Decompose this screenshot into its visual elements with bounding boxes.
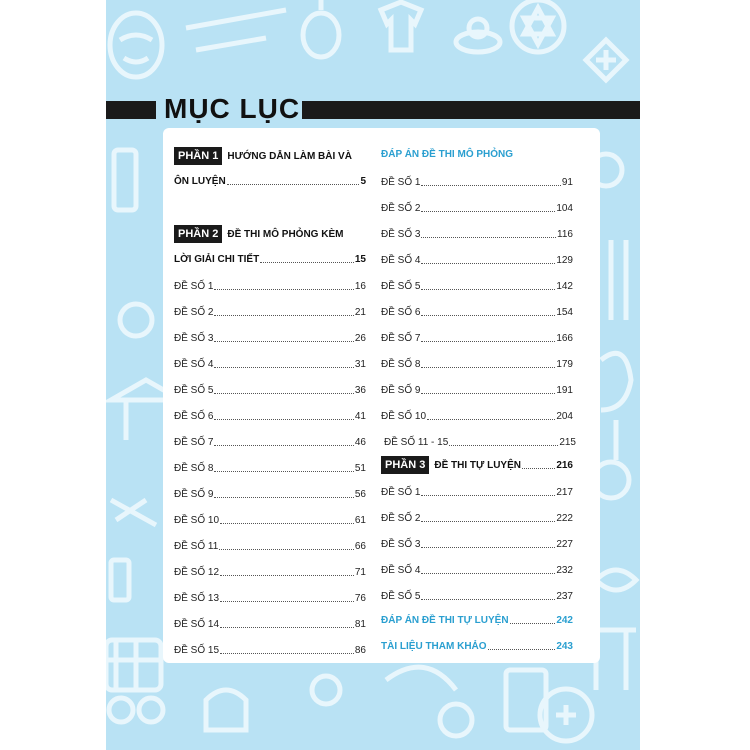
self-answers-entry[interactable] <box>381 611 573 627</box>
toc-entry-page: 31 <box>354 359 366 370</box>
leader-dots <box>214 314 353 316</box>
toc-entry[interactable] <box>381 173 573 189</box>
toc-entry[interactable] <box>174 277 366 293</box>
toc-entry-page: 41 <box>354 411 366 422</box>
toc-entry-label: ĐỀ SỐ 10 <box>174 515 220 526</box>
toc-entry[interactable] <box>381 509 573 525</box>
references-entry[interactable] <box>381 637 573 653</box>
toc-entry[interactable] <box>174 355 366 371</box>
toc-entry-label: ĐỀ SỐ 4 <box>381 565 421 576</box>
leader-dots <box>421 494 555 496</box>
self-answers-label: ĐÁP ÁN ĐỀ THI TỰ LUYỆN <box>381 615 509 626</box>
toc-entry-label: ĐỀ SỐ 7 <box>174 437 214 448</box>
leader-dots <box>421 340 555 342</box>
toc-entry-label: ĐỀ SỐ 11 <box>174 541 219 552</box>
toc-entry-label: ĐỀ SỐ 3 <box>381 539 421 550</box>
leader-dots <box>421 288 555 290</box>
page-title: MỤC LỤC <box>164 93 301 124</box>
toc-entry[interactable] <box>174 459 366 475</box>
toc-entry-label: ĐỀ SỐ 1 <box>381 177 421 188</box>
toc-entry[interactable] <box>381 329 573 345</box>
toc-entry-page: 51 <box>354 463 366 474</box>
leader-dots <box>227 183 360 185</box>
toc-entry-page: 179 <box>556 359 573 370</box>
title-bar-left-strip <box>106 101 156 119</box>
answers-heading-label: ĐÁP ÁN ĐỀ THI MÔ PHỎNG <box>381 149 514 160</box>
toc-entry-page: 81 <box>354 619 366 630</box>
leader-dots <box>449 444 558 446</box>
toc-entry[interactable] <box>381 199 573 215</box>
leader-dots <box>214 470 353 472</box>
leader-dots <box>510 622 556 624</box>
leader-dots <box>488 648 556 650</box>
toc-entry-label: ĐỀ SỐ 15 <box>174 645 220 656</box>
toc-entry[interactable] <box>381 355 573 371</box>
leader-dots <box>421 210 555 212</box>
toc-entry[interactable] <box>381 433 576 449</box>
toc-entry[interactable] <box>381 277 573 293</box>
toc-entry[interactable] <box>381 381 573 397</box>
answers-heading[interactable] <box>381 145 573 161</box>
toc-entry-page: 154 <box>556 307 573 318</box>
part3-badge: PHẦN 3 <box>381 456 429 474</box>
title-bar <box>106 93 640 124</box>
toc-entry-label: ĐỀ SỐ 2 <box>381 513 421 524</box>
references-label: TÀI LIỆU THAM KHẢO <box>381 641 487 652</box>
toc-entry[interactable] <box>174 589 366 605</box>
toc-entry-label: ĐỀ SỐ 5 <box>381 281 421 292</box>
part2-badge: PHẦN 2 <box>174 225 222 243</box>
toc-entry-page: 166 <box>556 333 573 344</box>
toc-entry-label: ĐỀ SỐ 8 <box>174 463 214 474</box>
toc-entry-page: 104 <box>556 203 573 214</box>
toc-entry[interactable] <box>174 381 366 397</box>
toc-entry-page: 204 <box>556 411 573 422</box>
leader-dots <box>214 392 353 394</box>
part1-title: HƯỚNG DẪN LÀM BÀI VÀ <box>227 150 352 162</box>
toc-entry-label: ĐỀ SỐ 7 <box>381 333 421 344</box>
toc-entry[interactable] <box>174 563 366 579</box>
leader-dots <box>427 418 555 420</box>
toc-entry[interactable] <box>381 535 573 551</box>
leader-dots <box>220 600 354 602</box>
toc-entry-page: 86 <box>354 645 366 656</box>
toc-entry-label: ĐỀ SỐ 4 <box>381 255 421 266</box>
toc-entry-page: 129 <box>556 255 573 266</box>
toc-entry[interactable] <box>174 537 366 553</box>
toc-entry-page: 237 <box>556 591 573 602</box>
toc-entry-label: ĐỀ SỐ 2 <box>381 203 421 214</box>
toc-entry-page: 46 <box>354 437 366 448</box>
leader-dots <box>421 366 555 368</box>
part3-heading[interactable] <box>381 456 573 474</box>
toc-entry[interactable] <box>381 303 573 319</box>
toc-entry-page: 142 <box>556 281 573 292</box>
part2-line2[interactable] <box>174 250 366 266</box>
toc-entry-page: 227 <box>556 539 573 550</box>
leader-dots <box>421 184 560 186</box>
toc-entry-page: 71 <box>354 567 366 578</box>
toc-entry[interactable] <box>381 251 573 267</box>
leader-dots <box>214 496 353 498</box>
leader-dots <box>220 652 354 654</box>
part1-heading[interactable] <box>174 147 352 165</box>
leader-dots <box>220 522 354 524</box>
toc-entry-label: ĐỀ SỐ 5 <box>174 385 214 396</box>
toc-entry[interactable] <box>174 485 366 501</box>
title-bar-right-strip <box>302 101 640 119</box>
leader-dots <box>214 340 353 342</box>
leader-dots <box>421 392 555 394</box>
leader-dots <box>260 261 354 263</box>
toc-entry[interactable] <box>174 511 366 527</box>
toc-entry-label: ĐỀ SỐ 3 <box>381 229 421 240</box>
toc-entry[interactable] <box>381 587 573 603</box>
part2-page: 15 <box>354 254 366 265</box>
part3-title: ĐỀ THI TỰ LUYỆN <box>434 459 521 471</box>
toc-entry-label: ĐỀ SỐ 10 <box>381 411 427 422</box>
leader-dots <box>421 314 555 316</box>
leader-dots <box>421 236 556 238</box>
toc-entry[interactable] <box>381 561 573 577</box>
part1-line2[interactable] <box>174 172 366 188</box>
toc-entry-page: 232 <box>556 565 573 576</box>
toc-entry-page: 36 <box>354 385 366 396</box>
toc-entry[interactable] <box>174 303 366 319</box>
leader-dots <box>421 262 555 264</box>
toc-entry-label: ĐỀ SỐ 3 <box>174 333 214 344</box>
toc-entry-label: ĐỀ SỐ 6 <box>174 411 214 422</box>
toc-entry-page: 76 <box>354 593 366 604</box>
toc-entry-page: 191 <box>556 385 573 396</box>
references-page: 243 <box>556 641 573 652</box>
toc-entry-label: ĐỀ SỐ 6 <box>381 307 421 318</box>
toc-entry[interactable] <box>174 329 366 345</box>
toc-entry[interactable] <box>381 225 573 241</box>
part1-badge: PHẦN 1 <box>174 147 222 165</box>
part2-title: ĐỀ THI MÔ PHỎNG KÈM <box>227 228 344 240</box>
toc-entry[interactable] <box>174 407 366 423</box>
toc-entry-page: 217 <box>556 487 573 498</box>
toc-entry-page: 116 <box>557 229 573 240</box>
toc-entry-page: 21 <box>354 307 366 318</box>
leader-dots <box>522 467 555 469</box>
toc-entry-label: ĐỀ SỐ 4 <box>174 359 214 370</box>
leader-dots <box>214 418 353 420</box>
toc-entry-label: ĐỀ SỐ 11 - 15 <box>384 437 449 448</box>
toc-entry-label: ĐỀ SỐ 13 <box>174 593 220 604</box>
leader-dots <box>220 626 354 628</box>
toc-entry-label: ĐỀ SỐ 9 <box>174 489 214 500</box>
toc-entry-page: 26 <box>354 333 366 344</box>
toc-entry-label: ĐỀ SỐ 2 <box>174 307 214 318</box>
toc-entry[interactable] <box>174 615 366 631</box>
leader-dots <box>214 366 353 368</box>
toc-entry[interactable] <box>174 641 366 657</box>
toc-entry-page: 222 <box>556 513 573 524</box>
part2-heading[interactable] <box>174 225 343 243</box>
toc-entry-label: ĐỀ SỐ 1 <box>174 281 214 292</box>
toc-entry-page: 91 <box>561 177 573 188</box>
toc-entry-label: ĐỀ SỐ 1 <box>381 487 421 498</box>
toc-entry-page: 61 <box>354 515 366 526</box>
toc-entry-page: 56 <box>354 489 366 500</box>
toc-entry-page: 66 <box>354 541 366 552</box>
part3-page: 216 <box>556 459 573 471</box>
toc-entry-page: 215 <box>559 437 576 448</box>
self-answers-page: 242 <box>556 615 573 626</box>
part1-line2-label: ÔN LUYỆN <box>174 176 226 187</box>
part2-line2-label: LỜI GIẢI CHI TIẾT <box>174 254 260 265</box>
toc-entry-label: ĐỀ SỐ 12 <box>174 567 220 578</box>
leader-dots <box>421 598 555 600</box>
toc-entry[interactable] <box>174 433 366 449</box>
leader-dots <box>421 520 555 522</box>
toc-entry[interactable] <box>381 483 573 499</box>
toc-entry-label: ĐỀ SỐ 9 <box>381 385 421 396</box>
leader-dots <box>220 574 354 576</box>
leader-dots <box>219 548 354 550</box>
leader-dots <box>214 288 353 290</box>
toc-entry-label: ĐỀ SỐ 14 <box>174 619 220 630</box>
leader-dots <box>214 444 353 446</box>
leader-dots <box>421 546 555 548</box>
toc-entry-label: ĐỀ SỐ 5 <box>381 591 421 602</box>
toc-entry[interactable] <box>381 407 573 423</box>
part1-page: 5 <box>360 176 366 187</box>
leader-dots <box>421 572 555 574</box>
toc-entry-label: ĐỀ SỐ 8 <box>381 359 421 370</box>
toc-entry-page: 16 <box>354 281 366 292</box>
